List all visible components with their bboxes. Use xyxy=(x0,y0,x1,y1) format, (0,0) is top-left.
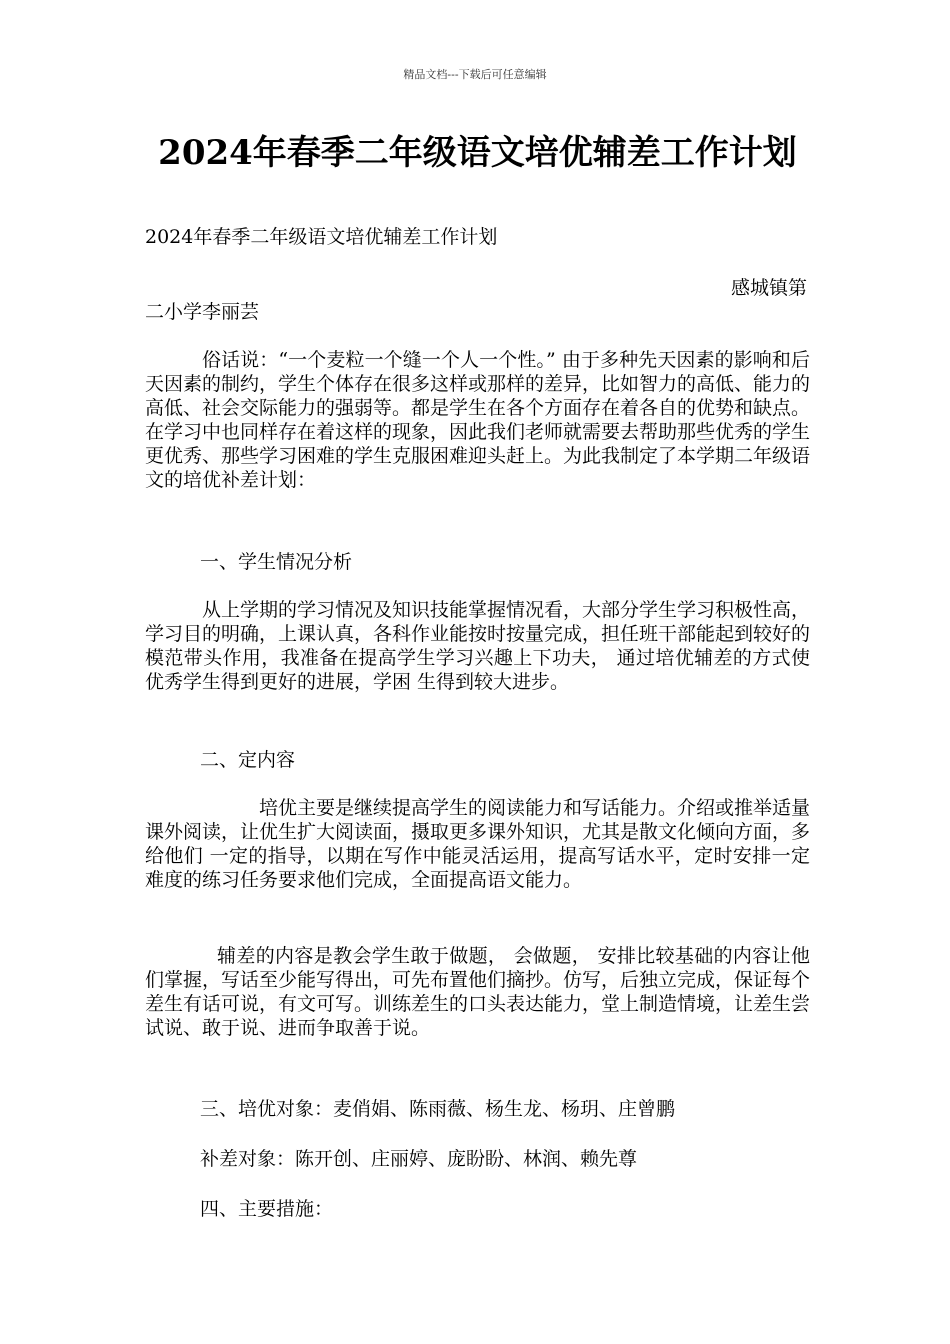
document-title: 2024年春季二年级语文培优辅差工作计划 xyxy=(158,133,797,173)
header-note: 精品文档---下载后可任意编辑 xyxy=(403,68,547,81)
section3-line-2: 补差对象：陈开创、庄丽婷、庞盼盼、林润、赖先尊 xyxy=(200,1148,638,1170)
section2-heading: 二、定内容 xyxy=(200,749,296,771)
section2-body-2: 辅差的内容是教会学生敢于做题， 会做题， 安排比较基础的内容让他们掌握，写话至少能写得出，可先布置他们摘抄。仿写，后独立完成，保证每个差生有话可说，有文可写。训练差生的口头表达能力，堂上制造情境，让差生尝试说、敢于说、进而争取善于说。 xyxy=(145,945,811,1039)
section2-body-1: 培优主要是继续提高学生的阅读能力和写话能力。介绍或推举适量课外阅读，让优生扩大阅读面，摄取更多课外知识，尤其是散文化倾向方面，多给他们 一定的指导，以期在写作中能灵活运用，提高写话水平，定时安排一定难度的练习任务要求他们完成，全面提高语文能力。 xyxy=(145,797,811,891)
document-subtitle: 2024年春季二年级语文培优辅差工作计划 xyxy=(145,226,498,248)
section1-body: 从上学期的学习情况及知识技能掌握情况看，大部分学生学习积极性高，学习目的明确，上课认真，各科作业能按时按量完成，担任班干部能起到较好的模范带头作用，我准备在提高学生学习兴趣上下功夫， 通过培优辅差的方式使优秀学生得到更好的进展，学困 生得到较大进步。 xyxy=(145,599,811,693)
intro-paragraph: 俗话说：“一个麦粒一个缝一个人一个性。” 由于多种先天因素的影响和后天因素的制约，学生个体存在很多这样或那样的差异，比如智力的高低、能力的高低、社会交际能力的强弱等。都是学生在各个方面存在着各自的优势和缺点。在学习中也同样存在着这样的现象，因此我们老师就需要去帮助那些优秀的学生更优秀、那些学习困难的学生克服困难迎头赶上。为此我制定了本学期二年级语文的培优补差计划： xyxy=(145,349,811,491)
section3-line-1: 三、培优对象：麦俏娟、陈雨薇、杨生龙、杨玥、庄曾鹏 xyxy=(200,1098,676,1120)
section1-heading: 一、学生情况分析 xyxy=(200,551,353,573)
author-line-left: 二小学李丽芸 xyxy=(145,301,260,323)
author-line-right: 感城镇第 xyxy=(730,277,807,299)
section4-heading: 四、主要措施： xyxy=(200,1198,334,1220)
